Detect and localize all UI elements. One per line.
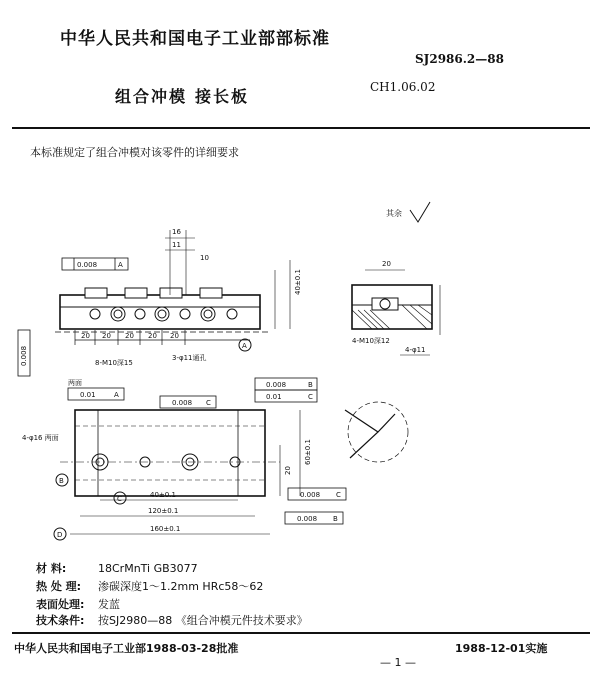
spec-value: 按SJ2980—88 《组合冲模元件技术要求》 (98, 614, 308, 627)
roughness-label: 其余 (386, 209, 402, 218)
tol-2: 0.008 (20, 345, 28, 366)
tol-6: 0.01 (80, 391, 96, 399)
tol-3: 0.008 (172, 399, 193, 407)
note-both: 两面 (68, 379, 82, 387)
dim-4phi16: 4-φ16 两面 (22, 434, 59, 442)
tol-7-ref: C (336, 491, 341, 499)
dim-60: 60±0.1 (304, 439, 312, 465)
dim-4m10: 4-M10深12 (352, 337, 390, 345)
front-view (18, 230, 290, 376)
side-view (352, 202, 440, 355)
page-number: — 1 — (380, 656, 416, 669)
spec-value: 18CrMnTi GB3077 (98, 562, 198, 575)
dim-120: 120±0.1 (148, 507, 179, 515)
dim-20d: 20 (148, 332, 157, 340)
spec-label: 热 处 理: (36, 580, 82, 593)
spec-heat-treatment (36, 578, 263, 594)
detail-view (345, 402, 408, 462)
document-subtitle: 接长板 (195, 87, 250, 106)
spec-label: 技术条件: (36, 614, 85, 627)
spec-value: 渗碳深度1～1.2mm HRc58～62 (98, 580, 264, 593)
tol-3-ref: C (206, 399, 211, 407)
standard-number: SJ2986.2—88 (415, 52, 504, 66)
dim-4phi11: 4-φ11 (405, 346, 426, 354)
class-code: CH1.06.02 (370, 80, 436, 94)
dim-20e: 20 (170, 332, 179, 340)
dim-20r: 20 (284, 466, 292, 475)
dim-11: 11 (172, 241, 181, 249)
datum-c: C (117, 495, 122, 503)
dim-20b: 20 (102, 332, 111, 340)
tol-5-ref: C (308, 393, 313, 401)
dim-20a: 20 (81, 332, 90, 340)
dim-side-20: 20 (382, 260, 391, 268)
dim-40: 40±0.1 (150, 491, 176, 499)
document-title: 组合冲模 (115, 87, 188, 106)
tol-6-ref: A (114, 391, 119, 399)
tol-5: 0.01 (266, 393, 282, 401)
datum-a: A (242, 342, 247, 350)
tol-4: 0.008 (266, 381, 287, 389)
dim-3phi11: 3-φ11通孔 (172, 354, 207, 362)
datum-b: B (59, 477, 64, 485)
tol-1-ref: A (118, 261, 123, 269)
spec-value: 发蓝 (98, 598, 120, 611)
intro-text: 本标准规定了组合冲模对该零件的详细要求 (30, 146, 239, 159)
dim-10: 10 (200, 254, 209, 262)
tol-1: 0.008 (77, 261, 98, 269)
dim-16: 16 (172, 228, 181, 236)
dim-160: 160±0.1 (150, 525, 181, 533)
dim-8m10: 8-M10深15 (95, 359, 133, 367)
tol-8: 0.008 (297, 515, 318, 523)
technical-drawing (0, 200, 600, 550)
effective-date: 1988-12-01实施 (455, 642, 548, 655)
standard-header: 中华人民共和国电子工业部部标准 (60, 29, 330, 49)
tol-8-ref: B (333, 515, 338, 523)
dim-20c: 20 (125, 332, 134, 340)
spec-surface-treatment (36, 596, 120, 612)
header-rule (12, 127, 590, 129)
datum-d: D (57, 531, 63, 539)
tol-7: 0.008 (300, 491, 321, 499)
approval-text: 中华人民共和国电子工业部1988-03-28批准 (14, 642, 239, 655)
dim-40-front: 40±0.1 (294, 269, 302, 295)
footer-rule (12, 632, 590, 634)
spec-material (36, 560, 198, 576)
tol-4-ref: B (308, 381, 313, 389)
spec-technical-conditions (36, 612, 308, 628)
spec-label: 材 料: (36, 562, 67, 575)
spec-label: 表面处理: (36, 598, 85, 611)
